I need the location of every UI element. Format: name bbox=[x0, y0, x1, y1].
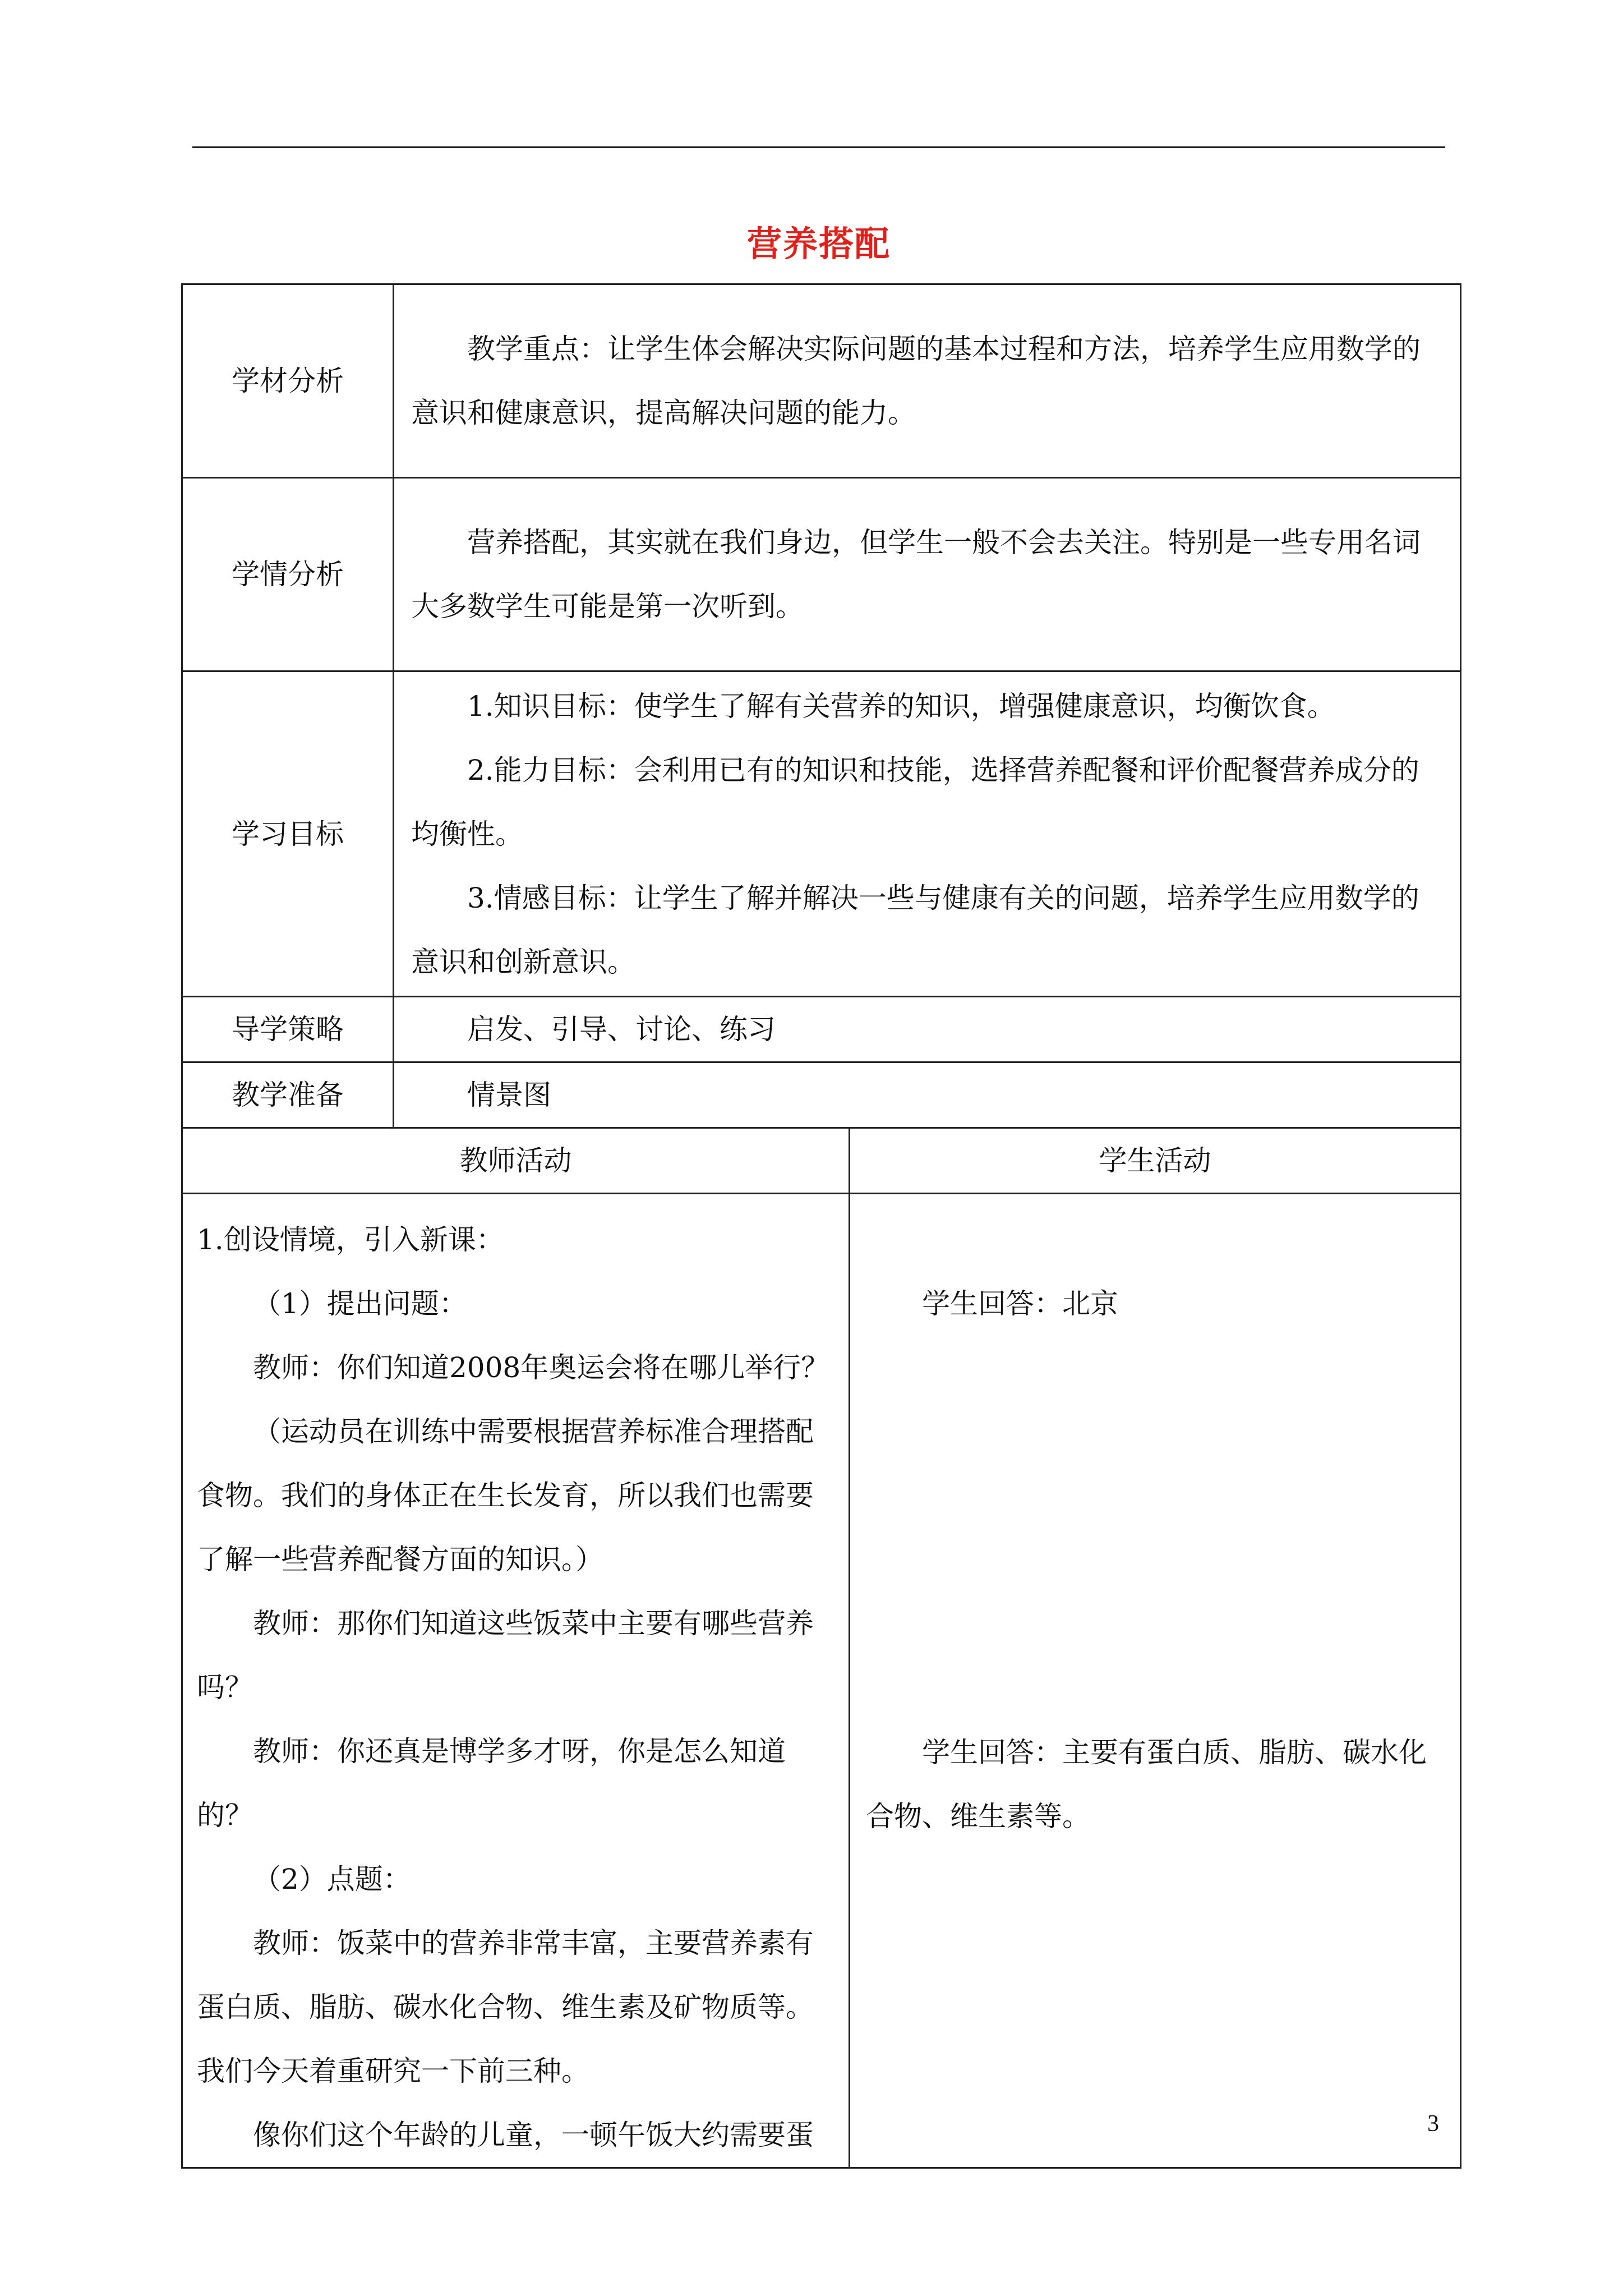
teaching-preparation-content: 情景图 bbox=[394, 1062, 1461, 1128]
teacher-subheading: （1）提出问题： bbox=[253, 1287, 467, 1320]
document-title: 营养搭配 bbox=[746, 223, 891, 264]
teacher-line: （运动员在训练中需要根据营养标准合理搭配食物。我们的身体正在生长发育，所以我们也需要了解一些营养配餐方面的知识。） bbox=[197, 1415, 814, 1576]
table-row bbox=[182, 1062, 1461, 1128]
row-label-material-analysis: 学材分析 bbox=[182, 284, 394, 478]
row-label-learning-objectives: 学习目标 bbox=[182, 671, 394, 997]
teacher-line: 教师：饭菜中的营养非常丰富，主要营养素有蛋白质、脂肪、碳水化合物、维生素及矿物质等。我们今天着重研究一下前三种。 bbox=[197, 1927, 814, 2087]
guiding-strategy-content: 启发、引导、讨论、练习 bbox=[394, 997, 1461, 1062]
table-row bbox=[182, 478, 1461, 671]
student-answer: 学生回答：主要有蛋白质、脂肪、碳水化合物、维生素等。 bbox=[866, 1736, 1427, 1833]
teacher-step-title: 1.创设情境，引入新课： bbox=[197, 1223, 504, 1256]
table-row bbox=[182, 1128, 1461, 1194]
objective-ability: 2.能力目标：会利用已有的知识和技能，选择营养配餐和评价配餐营养成分的均衡性。 bbox=[411, 753, 1419, 850]
teacher-line: 像你们这个年龄的儿童，一顿午饭大约需要蛋 bbox=[253, 2119, 814, 2151]
row-label-guiding-strategy: 导学策略 bbox=[182, 997, 394, 1062]
row-label-teaching-preparation: 教学准备 bbox=[182, 1062, 394, 1128]
paragraph: 教学重点：让学生体会解决实际问题的基本过程和方法，培养学生应用数学的意识和健康意识，提高解决问题的能力。 bbox=[411, 333, 1421, 429]
objective-knowledge: 1.知识目标：使学生了解有关营养的知识，增强健康意识，均衡饮食。 bbox=[467, 689, 1335, 723]
lesson-plan-table bbox=[181, 283, 1461, 2169]
header-rule bbox=[192, 146, 1445, 148]
learner-analysis-content bbox=[394, 478, 1461, 671]
row-label-learner-analysis: 学情分析 bbox=[182, 478, 394, 671]
student-activity-header: 学生活动 bbox=[850, 1128, 1461, 1194]
table-row bbox=[182, 1194, 1461, 2168]
teacher-line: 教师：你们知道2008年奥运会将在哪儿举行？ bbox=[253, 1351, 829, 1384]
teacher-activity-header: 教师活动 bbox=[182, 1128, 850, 1194]
table-row bbox=[182, 671, 1461, 997]
objective-emotion: 3.情感目标：让学生了解并解决一些与健康有关的问题，培养学生应用数学的意识和创新意识。 bbox=[411, 881, 1419, 978]
material-analysis-content bbox=[394, 284, 1461, 478]
student-answer: 学生回答：北京 bbox=[922, 1287, 1118, 1320]
paragraph: 营养搭配，其实就在我们身边，但学生一般不会去关注。特别是一些专用名词大多数学生可能是第一次听到。 bbox=[411, 526, 1421, 623]
teacher-activity-content bbox=[182, 1194, 850, 2168]
learning-objectives-content bbox=[394, 671, 1461, 997]
table-row bbox=[182, 997, 1461, 1062]
student-activity-content bbox=[850, 1194, 1461, 2168]
teacher-line: 教师：你还真是博学多才呀，你是怎么知道的？ bbox=[197, 1735, 786, 1832]
teacher-subheading: （2）点题： bbox=[253, 1863, 411, 1895]
teacher-line: 教师：那你们知道这些饭菜中主要有哪些营养吗？ bbox=[197, 1607, 814, 1704]
table-row bbox=[182, 284, 1461, 478]
page-number: 3 bbox=[1427, 2111, 1439, 2137]
